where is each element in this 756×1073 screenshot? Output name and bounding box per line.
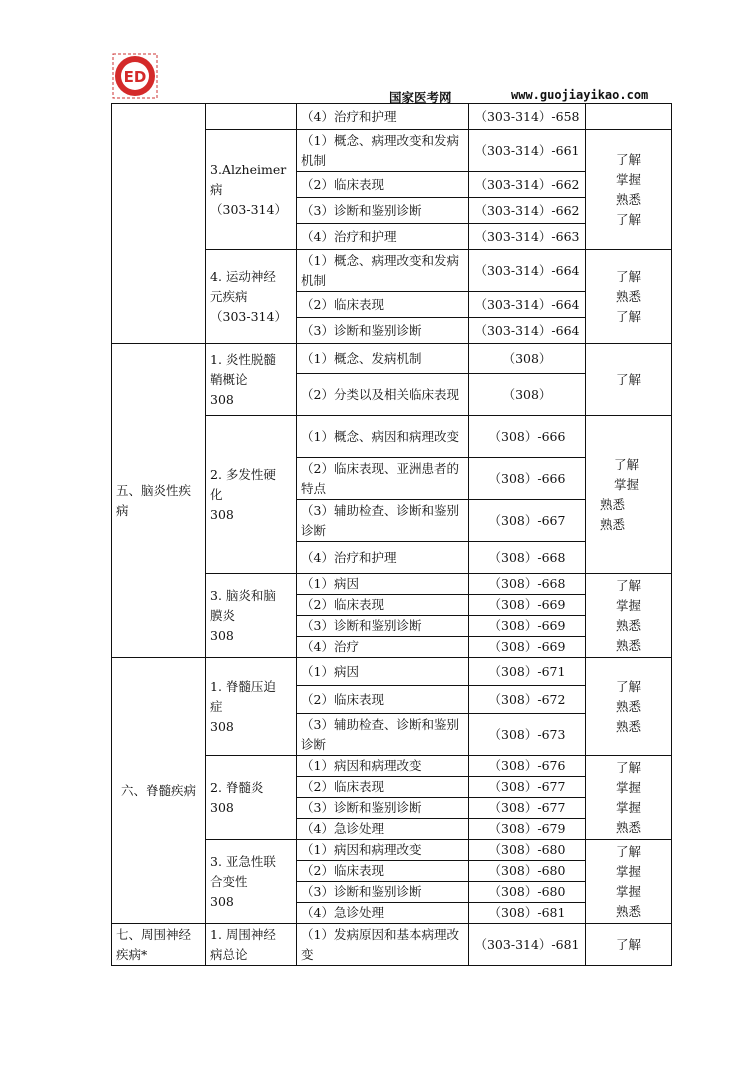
subtopic-cell: 2. 脊髓炎 308 [206,756,297,840]
subtopic-cell: 3. 亚急性联 合变性 308 [206,840,297,924]
page-cell: （303-314）-658 [469,104,586,130]
page-cell: （303-314）-663 [469,224,586,250]
site-name: 国家医考网 [389,90,452,105]
subtopic-cell: 3.Alzheimer 病 （303-314） [206,130,297,250]
page-cell: （308）-677 [469,798,586,819]
site-url[interactable]: www.guojiayikao.com [511,88,649,102]
page-cell: （308）-680 [469,861,586,882]
table-row [112,104,672,130]
item-cell: （2）临床表现 [297,292,469,318]
page-cell: （308）-672 [469,686,586,714]
page-cell: （308）-668 [469,542,586,574]
syllabus-table [111,103,672,966]
subtopic-cell: 1. 炎性脱髓 鞘概论 308 [206,344,297,416]
item-cell: （3）诊断和鉴别诊断 [297,198,469,224]
item-cell: （1）概念、病因和病理改变 [297,416,469,458]
site-logo [112,53,158,99]
level-cell: 了解 掌握 掌握 熟悉 [586,756,672,840]
page-cell: （308） [469,374,586,416]
table-row [112,344,672,374]
item-cell: （3）诊断和鉴别诊断 [297,318,469,344]
item-cell: （1）病因 [297,574,469,595]
item-cell: （4）治疗和护理 [297,224,469,250]
subtopic-cell: 2. 多发性硬 化 308 [206,416,297,574]
page-cell: （308） [469,344,586,374]
svg-text:ED: ED [123,68,147,86]
item-cell: （1）概念、病理改变和发病机制 [297,250,469,292]
page-cell: （308）-669 [469,616,586,637]
item-cell: （1）病因 [297,658,469,686]
level-cell: 了解 [586,924,672,966]
topic-cell: 六、脊髓疾病 [112,658,206,924]
page-cell: （308）-680 [469,840,586,861]
page-cell: （303-314）-661 [469,130,586,172]
item-cell: （2）分类以及相关临床表现 [297,374,469,416]
page-cell: （308）-671 [469,658,586,686]
page-cell: （303-314）-664 [469,292,586,318]
item-cell: （4）治疗和护理 [297,542,469,574]
item-cell: （4）治疗和护理 [297,104,469,130]
subtopic-cell: 1. 脊髓压迫 症 308 [206,658,297,756]
page-cell: （308）-669 [469,595,586,616]
subtopic-cell: 4. 运动神经 元疾病 （303-314） [206,250,297,344]
subtopic-cell [206,104,297,130]
page-cell: （303-314）-662 [469,198,586,224]
page-cell: （303-314）-681 [469,924,586,966]
item-cell: （2）临床表现 [297,686,469,714]
level-cell [586,104,672,130]
item-cell: （4）治疗 [297,637,469,658]
page-cell: （303-314）-662 [469,172,586,198]
item-cell: （4）急诊处理 [297,819,469,840]
topic-cell [112,104,206,344]
level-cell: 了解 [586,344,672,416]
item-cell: （3）诊断和鉴别诊断 [297,798,469,819]
page-cell: （303-314）-664 [469,318,586,344]
page-cell: （308）-677 [469,777,586,798]
page-cell: （308）-669 [469,637,586,658]
item-cell: （2）临床表现 [297,777,469,798]
item-cell: （1）概念、发病机制 [297,344,469,374]
level-cell: 了解 掌握 掌握 熟悉 [586,840,672,924]
page-cell: （308）-681 [469,903,586,924]
item-cell: （4）急诊处理 [297,903,469,924]
item-cell: （2）临床表现、亚洲患者的特点 [297,458,469,500]
page-cell: （303-314）-664 [469,250,586,292]
page-cell: （308）-666 [469,416,586,458]
level-cell: 了解 掌握 熟悉 熟悉 [586,574,672,658]
item-cell: （3）诊断和鉴别诊断 [297,616,469,637]
item-cell: （1）发病原因和基本病理改变 [297,924,469,966]
item-cell: （1）概念、病理改变和发病机制 [297,130,469,172]
topic-cell: 五、脑炎性疾病 [112,344,206,658]
level-cell: 了解 掌握 熟悉 熟悉 [586,416,672,574]
subtopic-cell: 1. 周围神经 病总论 [206,924,297,966]
page-cell: （308）-680 [469,882,586,903]
page-cell: （308）-667 [469,500,586,542]
item-cell: （3）诊断和鉴别诊断 [297,882,469,903]
item-cell: （3）辅助检查、诊断和鉴别诊断 [297,714,469,756]
page-cell: （308）-679 [469,819,586,840]
table-row [112,924,672,966]
page-cell: （308）-676 [469,756,586,777]
item-cell: （2）临床表现 [297,172,469,198]
level-cell: 了解 熟悉 了解 [586,250,672,344]
item-cell: （2）临床表现 [297,595,469,616]
page-cell: （308）-668 [469,574,586,595]
topic-cell: 七、周围神经 疾病* [112,924,206,966]
item-cell: （3）辅助检查、诊断和鉴别诊断 [297,500,469,542]
item-cell: （1）病因和病理改变 [297,840,469,861]
level-cell: 了解 熟悉 熟悉 [586,658,672,756]
table-row [112,658,672,686]
page-cell: （308）-666 [469,458,586,500]
item-cell: （2）临床表现 [297,861,469,882]
level-cell: 了解 掌握 熟悉 了解 [586,130,672,250]
subtopic-cell: 3. 脑炎和脑 膜炎 308 [206,574,297,658]
page-cell: （308）-673 [469,714,586,756]
item-cell: （1）病因和病理改变 [297,756,469,777]
